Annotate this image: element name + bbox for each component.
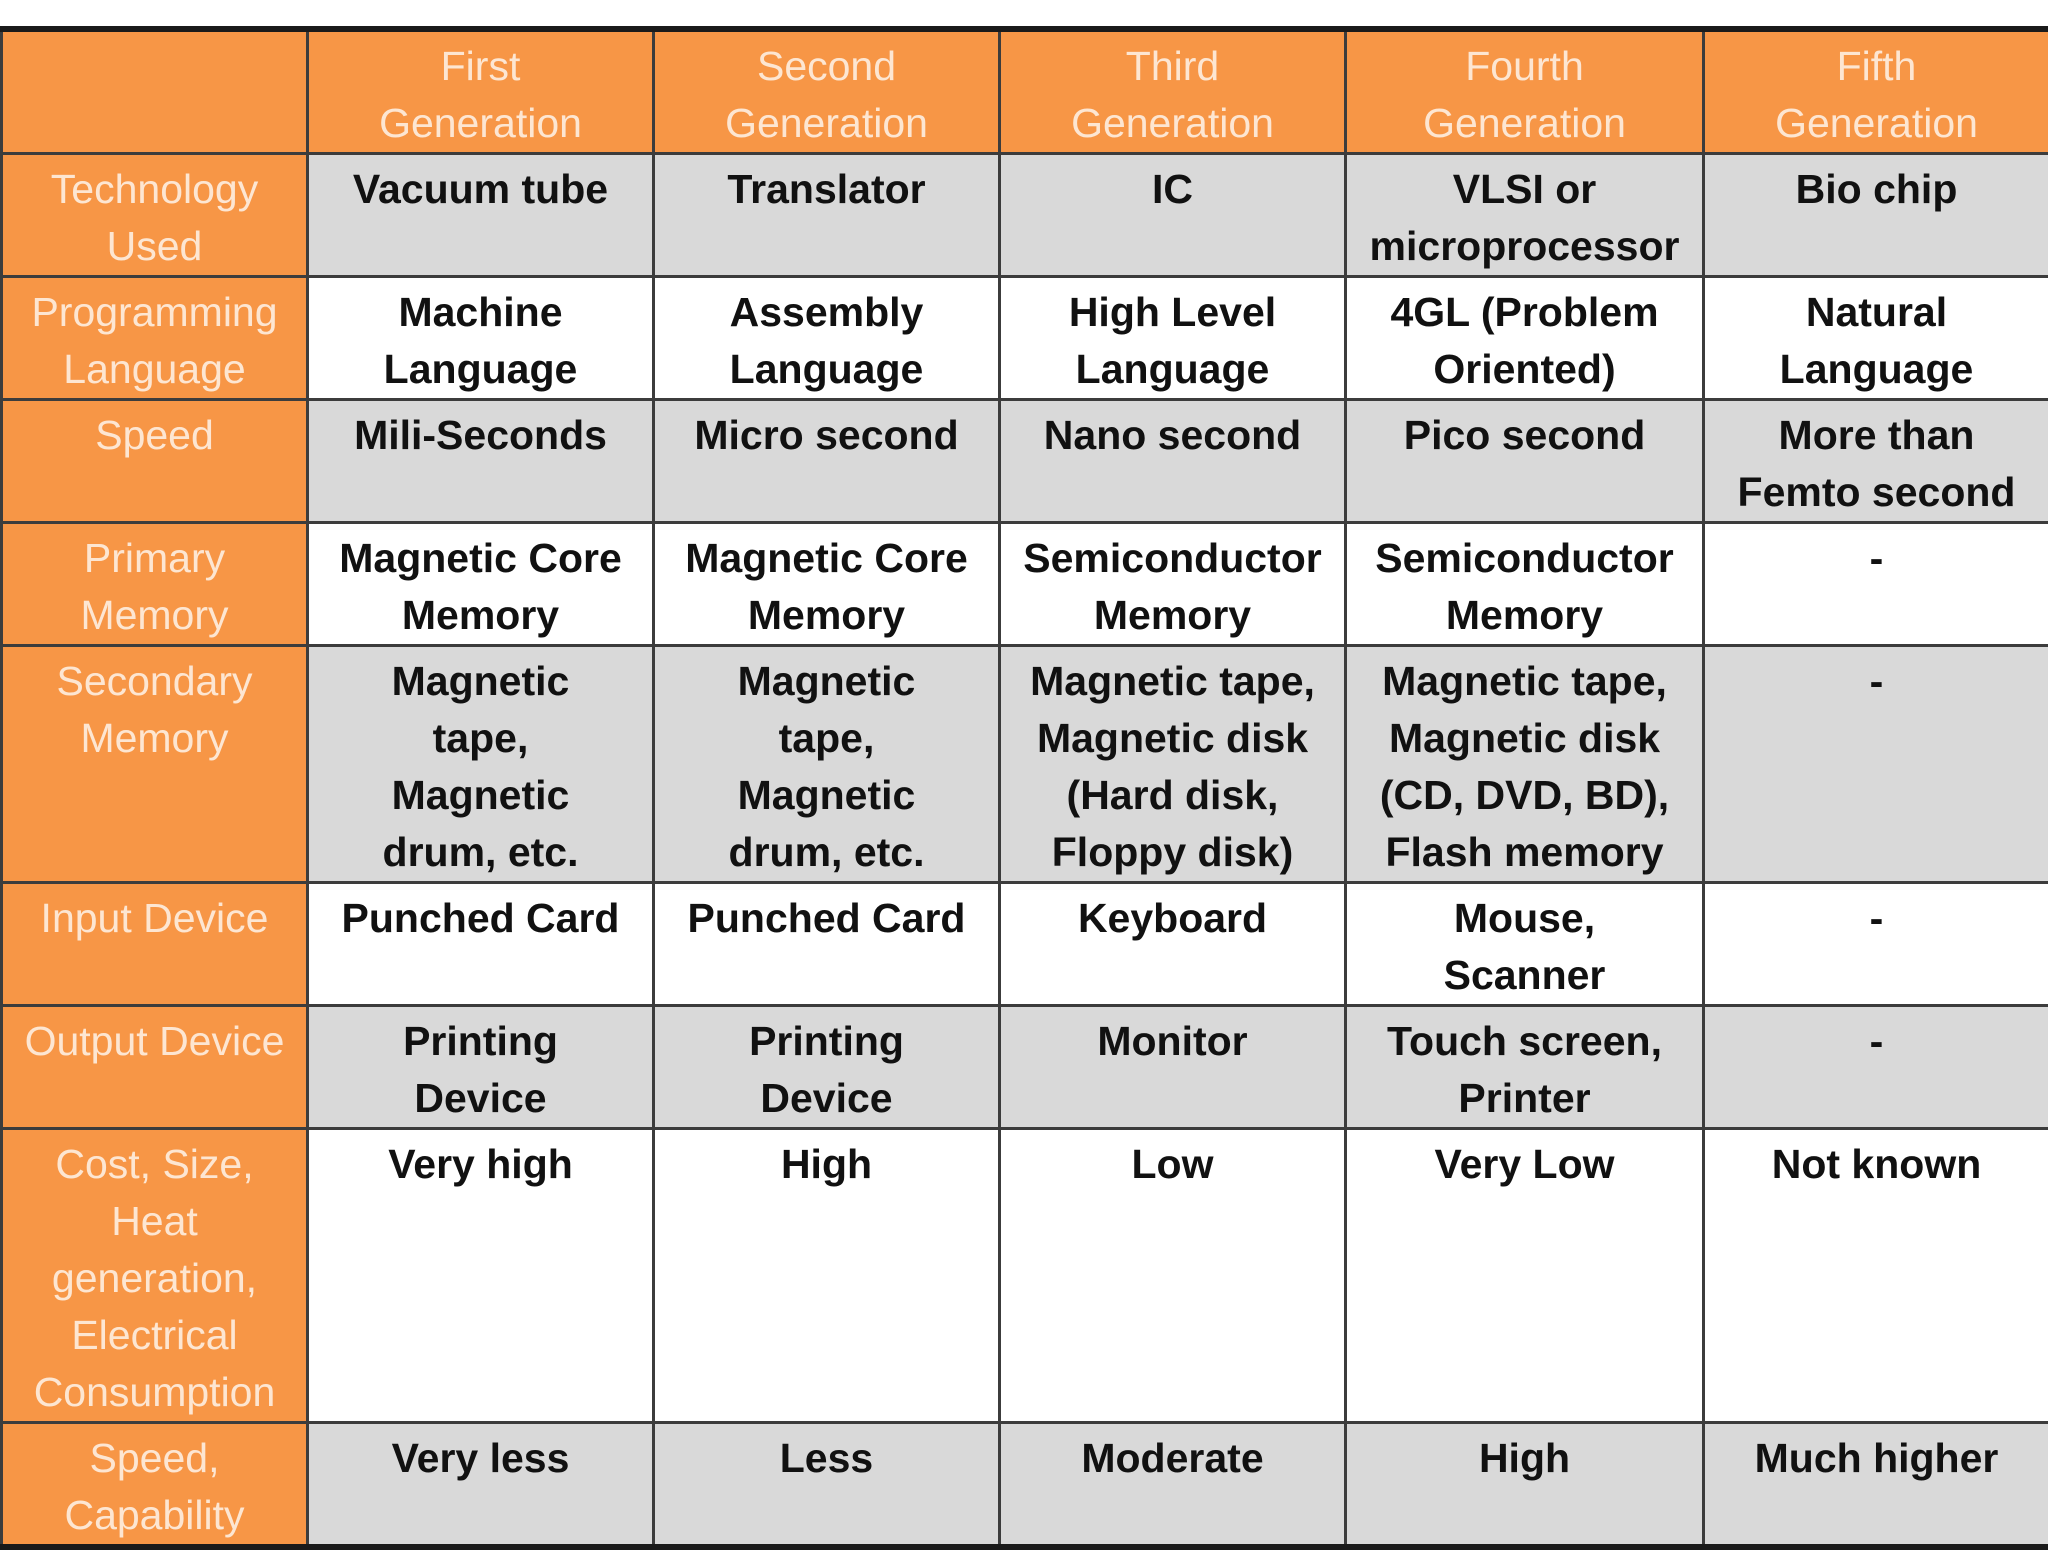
table-cell: Assembly Language: [654, 277, 1000, 400]
row-header-input-device: Input Device: [2, 883, 308, 1006]
table-cell: Very Low: [1346, 1129, 1704, 1423]
table-row-cost-size-heat-generation-electrical-consumption: [2, 1129, 2048, 1423]
table-cell: Magnetic tape, Magnetic drum, etc.: [308, 646, 654, 883]
table-cell: Machine Language: [308, 277, 654, 400]
table-cell: More than Femto second: [1704, 400, 2048, 523]
column-header-fourth-generation: Fourth Generation: [1346, 29, 1704, 154]
column-header-fifth-generation: Fifth Generation: [1704, 29, 2048, 154]
table-row-input-device: [2, 883, 2048, 1006]
table-cell: Punched Card: [308, 883, 654, 1006]
table-row-technology-used: [2, 154, 2048, 277]
table-cell: Mili-Seconds: [308, 400, 654, 523]
table-cell: Much higher: [1704, 1423, 2048, 1548]
table-cell: -: [1704, 646, 2048, 883]
table-row-speed: [2, 400, 2048, 523]
table-cell: Magnetic tape, Magnetic drum, etc.: [654, 646, 1000, 883]
table-row-secondary-memory: [2, 646, 2048, 883]
table-cell: Magnetic tape, Magnetic disk (CD, DVD, BD), Flash memory: [1346, 646, 1704, 883]
table-cell: Natural Language: [1704, 277, 2048, 400]
row-header-speed-capability: Speed, Capability: [2, 1423, 308, 1548]
table-cell: Magnetic Core Memory: [308, 523, 654, 646]
corner-cell: [2, 29, 308, 154]
generations-table-frame: [0, 26, 2048, 1518]
table-cell: Moderate: [1000, 1423, 1346, 1548]
table-row-speed-capability: [2, 1423, 2048, 1548]
table-cell: Very less: [308, 1423, 654, 1548]
table-cell: High: [1346, 1423, 1704, 1548]
table-cell: Printing Device: [654, 1006, 1000, 1129]
table-cell: Nano second: [1000, 400, 1346, 523]
table-cell: VLSI or microprocessor: [1346, 154, 1704, 277]
table-cell: IC: [1000, 154, 1346, 277]
table-cell: Printing Device: [308, 1006, 654, 1129]
column-header-first-generation: First Generation: [308, 29, 654, 154]
table-cell: Not known: [1704, 1129, 2048, 1423]
row-header-cost-size-heat-generation-electrical-consumption: Cost, Size, Heat generation, Electrical Consumption: [2, 1129, 308, 1423]
row-header-output-device: Output Device: [2, 1006, 308, 1129]
table-cell: Very high: [308, 1129, 654, 1423]
row-header-primary-memory: Primary Memory: [2, 523, 308, 646]
computer-generations-table: [0, 26, 2048, 1550]
table-cell: High: [654, 1129, 1000, 1423]
row-header-speed: Speed: [2, 400, 308, 523]
row-header-programming-language: Programming Language: [2, 277, 308, 400]
table-cell: Touch screen, Printer: [1346, 1006, 1704, 1129]
table-cell: Monitor: [1000, 1006, 1346, 1129]
table-cell: Vacuum tube: [308, 154, 654, 277]
table-cell: Keyboard: [1000, 883, 1346, 1006]
table-row-programming-language: [2, 277, 2048, 400]
table-cell: -: [1704, 883, 2048, 1006]
table-cell: -: [1704, 1006, 2048, 1129]
table-cell: Micro second: [654, 400, 1000, 523]
table-cell: Low: [1000, 1129, 1346, 1423]
table-cell: Semiconductor Memory: [1000, 523, 1346, 646]
table-cell: High Level Language: [1000, 277, 1346, 400]
table-cell: Translator: [654, 154, 1000, 277]
header-row: [2, 29, 2048, 154]
column-header-second-generation: Second Generation: [654, 29, 1000, 154]
table-cell: 4GL (Problem Oriented): [1346, 277, 1704, 400]
column-header-third-generation: Third Generation: [1000, 29, 1346, 154]
table-cell: Less: [654, 1423, 1000, 1548]
table-cell: Mouse, Scanner: [1346, 883, 1704, 1006]
row-header-technology-used: Technology Used: [2, 154, 308, 277]
table-cell: Magnetic Core Memory: [654, 523, 1000, 646]
table-cell: Pico second: [1346, 400, 1704, 523]
table-row-output-device: [2, 1006, 2048, 1129]
table-cell: -: [1704, 523, 2048, 646]
row-header-secondary-memory: Secondary Memory: [2, 646, 308, 883]
table-cell: Semiconductor Memory: [1346, 523, 1704, 646]
table-row-primary-memory: [2, 523, 2048, 646]
table-cell: Bio chip: [1704, 154, 2048, 277]
table-cell: Punched Card: [654, 883, 1000, 1006]
table-cell: Magnetic tape, Magnetic disk (Hard disk, Floppy disk): [1000, 646, 1346, 883]
